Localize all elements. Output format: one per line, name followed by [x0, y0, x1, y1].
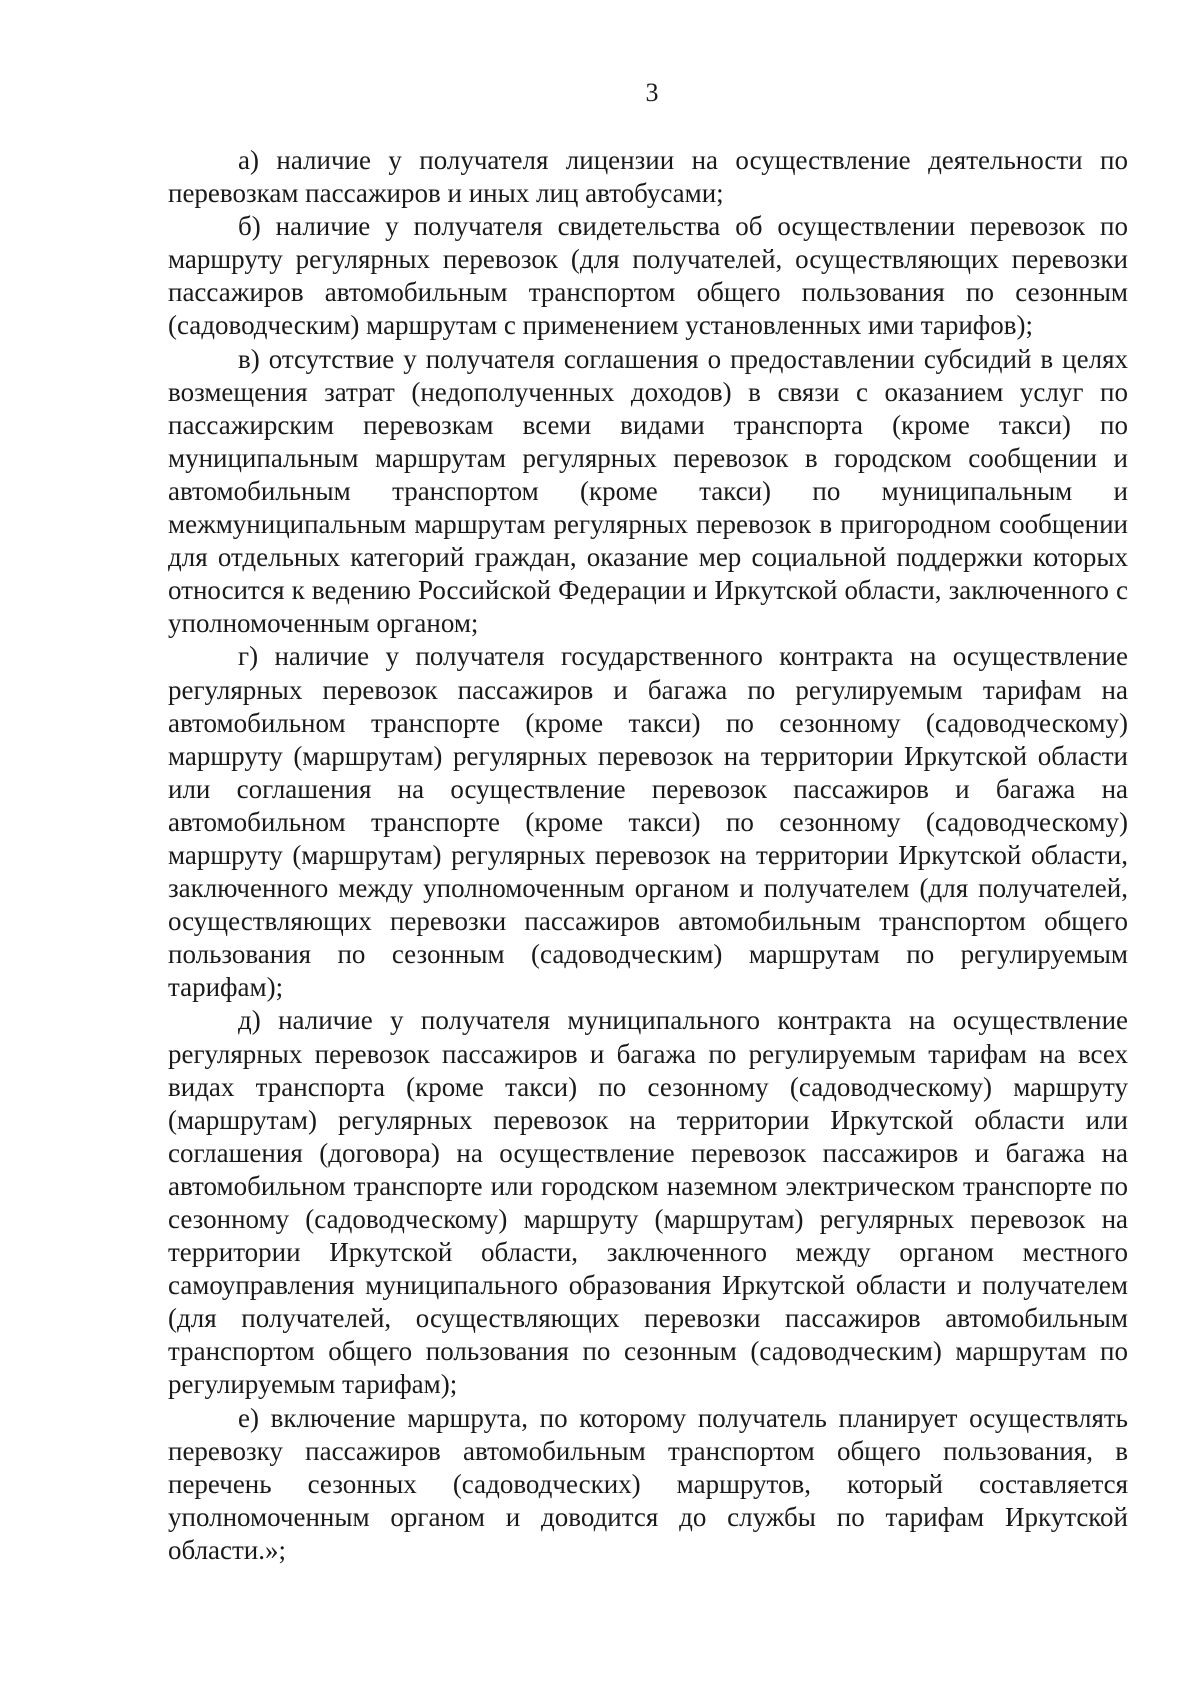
paragraph-b: б) наличие у получателя свидетельства об осуществлении перевозок по маршруту регулярных перевозок (для получателей, осуществляющих перевозки пассажиров автомобильным транспортом общего пользования по сезонным (садоводческим) маршрутам с применением установленных ими тарифов); [168, 211, 1128, 341]
document-body [168, 144, 1128, 1567]
page-number: 3 [645, 78, 659, 107]
paragraph-v: в) отсутствие у получателя соглашения о предоставлении субсидий в целях возмещения затрат (недополученных доходов) в связи с оказанием услуг по пассажирским перевозкам всеми видами транспорта (кроме такси) по муниципальным маршрутам регулярных перевозок в городском сообщении и автомобильным транспортом (кроме такси) по муниципальным и межмуниципальным маршрутам регулярных перевозок в пригородном сообщении для отдельных категорий граждан, оказание мер социальной поддержки которых относится к ведению Российской Федерации и Иркутской области, заключенного с уполномоченным органом; [168, 343, 1128, 639]
paragraph-g: г) наличие у получателя государственного контракта на осуществление регулярных перевозок пассажиров и багажа по регулируемым тарифам на автомобильном транспорте (кроме такси) по сезонному (садоводческому) маршруту (маршрутам) регулярных перевозок на территории Иркутской области или соглашения на осуществление перевозок пассажиров и багажа на автомобильном транспорте (кроме такси) по сезонному (садоводческому) маршруту (маршрутам) регулярных перевозок на территории Иркутской области, заключенного между уполномоченным органом и получателем (для получателей, осуществляющих перевозки пассажиров автомобильным транспортом общего пользования по сезонным (садоводческим) маршрутам по регулируемым тарифам); [168, 641, 1128, 1003]
paragraph-a: а) наличие у получателя лицензии на осуществление деятельности по перевозкам пассажиров и иных лиц автобусами; [168, 145, 1128, 209]
paragraph-d: д) наличие у получателя муниципального контракта на осуществление регулярных перевозок пассажиров и багажа по регулируемым тарифам на всех видах транспорта (кроме такси) по сезонному (садоводческому) маршруту (маршрутам) регулярных перевозок на территории Иркутской области или соглашения (договора) на осуществление перевозок пассажиров и багажа на автомобильном транспорте или городском наземном электрическом транспорте по сезонному (садоводческому) маршруту (маршрутам) регулярных перевозок на территории Иркутской области, заключенного между органом местного самоуправления муниципального образования Иркутской области и получателем (для получателей, осуществляющих перевозки пассажиров автомобильным транспортом общего пользования по сезонным (садоводческим) маршрутам по регулируемым тарифам); [168, 1005, 1128, 1400]
paragraph-e: е) включение маршрута, по которому получатель планирует осуществлять перевозку пассажиров автомобильным транспортом общего пользования, в перечень сезонных (садоводческих) маршрутов, который составляется уполномоченным органом и доводится до службы по тарифам Иркутской области.»; [168, 1402, 1128, 1565]
